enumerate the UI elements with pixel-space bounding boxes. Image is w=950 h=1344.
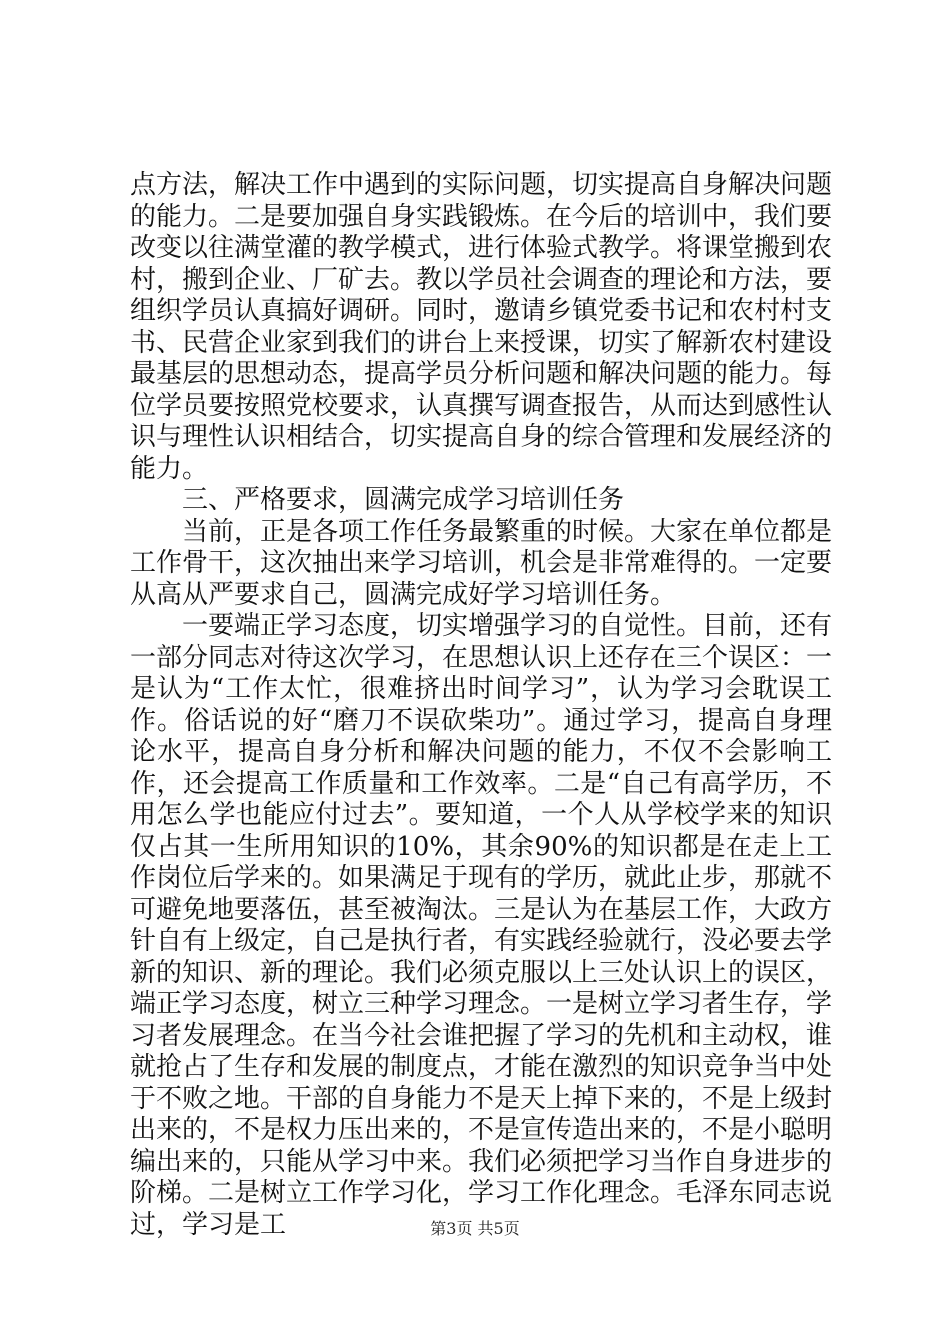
paragraph: 一要端正学习态度，切实增强学习的自觉性。目前，还有一部分同志对待这次学习，在思想认识上还存在三个误区：一是认为“工作太忙，很难挤出时间学习”，认为学习会耽误工作。俗话说的好“磨刀不误砍柴功”。通过学习，提高自身理论水平，提高自身分析和解决问题的能力，不仅不会影响工作，还会提高工作质量和工作效率。二是“自己有高学历，不用怎么学也能应付过去”。要知道，一个人从学校学来的知识仅占其一生所用知识的10%，其余90%的知识都是在走上工作岗位后学来的。如果满足于现有的学历，就此止步，那就不可避免地要落伍，甚至被淘汰。三是认为在基层工作，大政方针自有上级定，自己是执行者，有实践经验就行，没必要去学新的知识、新的理论。我们必须克服以上三处认识上的误区，端正学习态度，树立三种学习理念。一是树立学习者生存，学习者发展理念。在当今社会谁把握了学习的先机和主动权，谁就抢占了生存和发展的制度点，才能在激烈的知识竞争当中处于不败之地。干部的自身能力不是天上掉下来的，不是上级封出来的，不是权力压出来的，不是宣传造出来的，不是小聪明编出来的，只能从学习中来。我们必须把学习当作自身进步的阶梯。二是树立工作学习化，学习工作化理念。毛泽东同志说过，学习是工 — [130, 611, 833, 1240]
section-heading: 三、严格要求，圆满完成学习培训任务 — [182, 485, 625, 515]
paragraph: 当前，正是各项工作任务最繁重的时候。大家在单位都是工作骨干，这次抽出来学习培训，机会是非常难得的。一定要从高从严要求自己，圆满完成好学习培训任务。 — [130, 516, 833, 610]
paragraph-continuation: 点方法，解决工作中遇到的实际问题，切实提高自身解决问题的能力。二是要加强自身实践锻炼。在今后的培训中，我们要改变以往满堂灌的教学模式，进行体验式教学。将课堂搬到农村，搬到企业、厂矿去。教以学员社会调查的理论和方法，要组织学员认真搞好调研。同时，邀请乡镇党委书记和农村村支书、民营企业家到我们的讲台上来授课，切实了解新农村建设最基层的思想动态，提高学员分析问题和解决问题的能力。每位学员要按照党校要求，认真撰写调查报告，从而达到感性认识与理性认识相结合，切实提高自身的综合管理和发展经济的能力。 — [130, 170, 833, 484]
body-text — [130, 170, 832, 1241]
page-footer: 第3页 共5页 — [430, 1219, 520, 1238]
